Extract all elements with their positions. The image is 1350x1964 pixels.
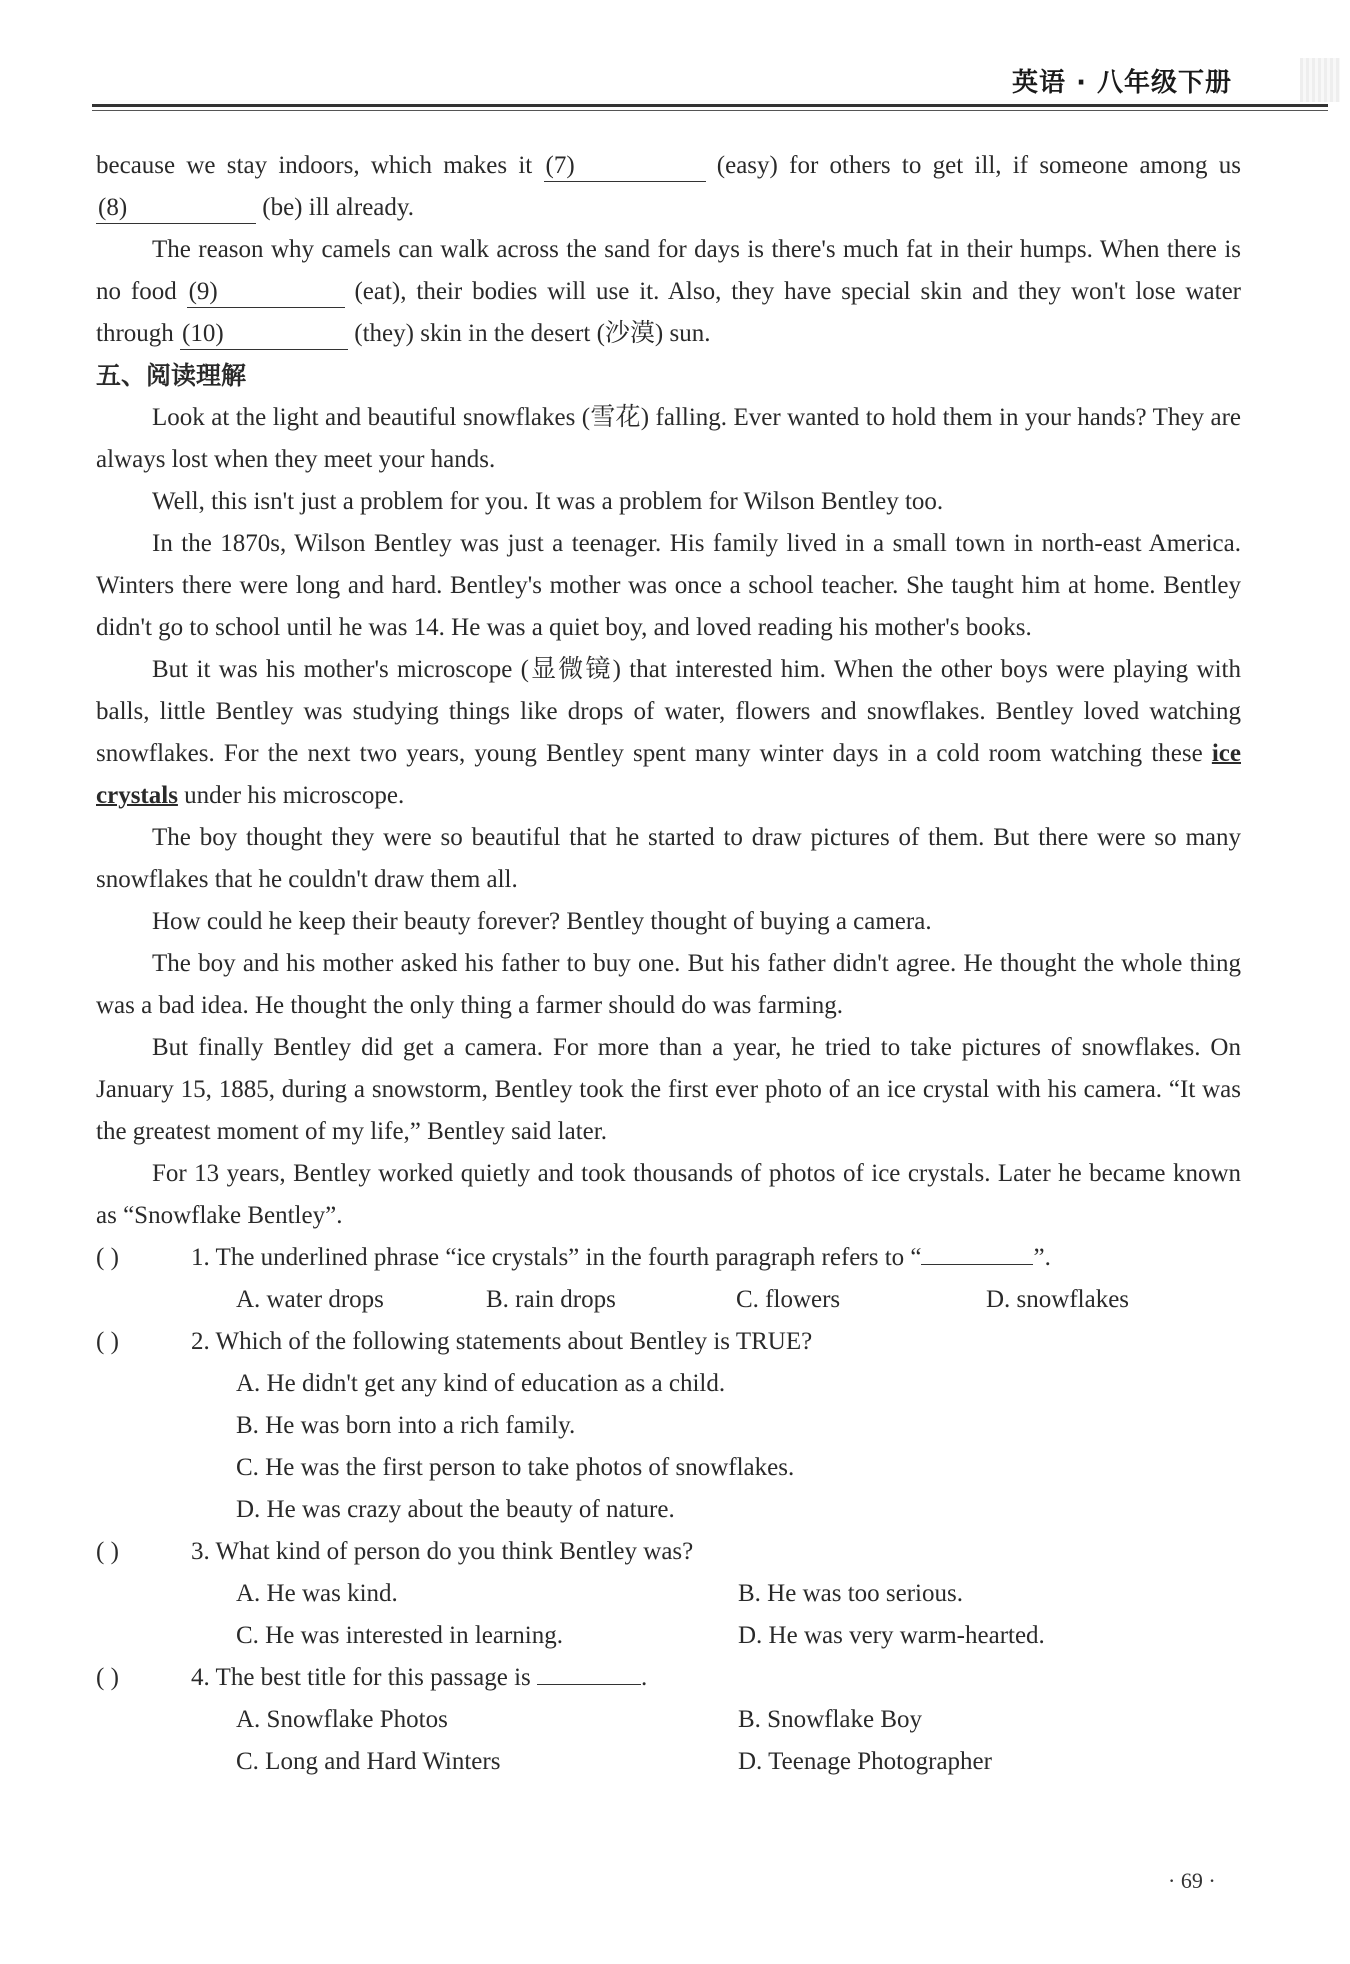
passage-paragraph-1: Look at the light and beautiful snowflakes (雪花) falling. Ever wanted to hold them in your hands? They are always lost when they meet your hands. [96, 404, 1241, 473]
answer-paren[interactable]: ( ) [96, 1244, 119, 1271]
option-a[interactable]: A. He was kind. [236, 1580, 398, 1607]
main-content [96, 145, 1241, 1783]
blank-number: (8) [98, 194, 128, 221]
answer-blank[interactable] [921, 1242, 1033, 1265]
cloze-text: (easy) for others to get ill, if someone among us [705, 152, 1241, 179]
option-b[interactable]: B. He was born into a rich family. [236, 1412, 576, 1439]
blank-number: (10) [182, 320, 224, 347]
passage-text: But it was his mother's microscope (显微镜) that interested him. When the other boys were playing with balls, little Bentley was studying things like drops of water, flowers and snowflakes. Bentley loved watching snowflakes. For the next two years, young Bentley spent many winter days in a cold room watching these [96, 656, 1241, 767]
option-a[interactable]: A. He didn't get any kind of education as a child. [236, 1370, 726, 1397]
cloze-text: (eat), their bodies will use it. Also, they have special skin and they won't lose water through [96, 278, 1241, 347]
question-1-options [96, 1279, 1241, 1321]
passage-paragraph-7: The boy and his mother asked his father to buy one. But his father didn't agree. He thought the whole thing was a bad idea. He thought the only thing a farmer should do was farming. [96, 950, 1241, 1019]
page-number: · 69 · [1168, 1868, 1216, 1893]
header-rule [92, 104, 1328, 107]
passage-paragraph-9: For 13 years, Bentley worked quietly and took thousands of photos of ice crystals. Later he became known as “Snowflake Bentley”. [96, 1160, 1241, 1229]
question-3-options-row-1 [96, 1573, 1241, 1615]
header-title: 英语 · 八年级下册 [1012, 68, 1232, 98]
passage-paragraph-5: The boy thought they were so beautiful that he started to draw pictures of them. But there were so many snowflakes that he couldn't draw them all. [96, 824, 1241, 893]
option-a[interactable]: A. Snowflake Photos [236, 1706, 448, 1733]
question-3 [96, 1531, 1241, 1573]
corner-mark [1300, 58, 1340, 102]
blank-10[interactable] [180, 319, 348, 350]
option-d[interactable]: D. Teenage Photographer [738, 1748, 992, 1775]
question-stem: 3. What kind of person do you think Bentley was? [191, 1538, 694, 1565]
blank-7[interactable] [544, 151, 706, 182]
question-4-options-row-1 [96, 1699, 1241, 1741]
passage-text: under his microscope. [177, 782, 405, 809]
cloze-text: The reason why camels can walk across the sand for days is there's much fat in their humps. When there is no food [96, 236, 1241, 305]
cloze-text: because we stay indoors, which makes it [96, 152, 544, 179]
question-stem: 2. Which of the following statements about Bentley is TRUE? [191, 1328, 813, 1355]
cloze-text: (they) skin in the desert (沙漠) sun. [348, 320, 711, 347]
blank-8[interactable] [96, 193, 256, 224]
answer-paren[interactable]: ( ) [96, 1538, 119, 1565]
option-b[interactable]: B. He was too serious. [738, 1580, 963, 1607]
underlined-phrase: ice crystals [96, 740, 1241, 809]
passage-paragraph-8: But finally Bentley did get a camera. For more than a year, he tried to take pictures of snowflakes. On January 15, 1885, during a snowstorm, Bentley took the first ever photo of an ice crystal with his camera. “It was the greatest moment of my life,” Bentley said later. [96, 1034, 1241, 1145]
option-d[interactable]: D. He was crazy about the beauty of nature. [236, 1496, 675, 1523]
answer-blank[interactable] [537, 1662, 641, 1685]
cloze-paragraph-1 [96, 145, 1241, 229]
option-b[interactable]: B. Snowflake Boy [738, 1706, 923, 1733]
option-c[interactable]: C. He was interested in learning. [236, 1622, 563, 1649]
page-header [0, 58, 1350, 106]
option-c[interactable]: C. flowers [736, 1286, 841, 1313]
question-stem: 1. The underlined phrase “ice crystals” in the fourth paragraph refers to “ [191, 1244, 922, 1271]
option-b[interactable]: B. rain drops [486, 1286, 616, 1313]
option-d[interactable]: D. He was very warm-hearted. [738, 1622, 1045, 1649]
answer-paren[interactable]: ( ) [96, 1664, 119, 1691]
cloze-paragraph-2 [96, 229, 1241, 355]
question-4-options-row-2 [96, 1741, 1241, 1783]
blank-9[interactable] [187, 277, 345, 308]
passage-paragraph-4 [96, 649, 1241, 817]
blank-number: (9) [188, 278, 218, 305]
question-stem-end: ”. [1033, 1244, 1051, 1271]
passage-paragraph-2: Well, this isn't just a problem for you. It was a problem for Wilson Bentley too. [152, 488, 944, 515]
passage-paragraph-3: In the 1870s, Wilson Bentley was just a teenager. His family lived in a small town in north-east America. Winters there were long and hard. Bentley's mother was once a school teacher. She taught him at home. Bentley didn't go to school until he was 14. He was a quiet boy, and loved reading his mother's books. [96, 530, 1241, 641]
answer-paren[interactable]: ( ) [96, 1328, 119, 1355]
passage-paragraph-6: How could he keep their beauty forever? Bentley thought of buying a camera. [152, 908, 932, 935]
question-1 [96, 1237, 1241, 1279]
question-3-options-row-2 [96, 1615, 1241, 1657]
question-stem: 4. The best title for this passage is [191, 1664, 538, 1691]
question-4 [96, 1657, 1241, 1699]
option-c[interactable]: C. Long and Hard Winters [236, 1748, 501, 1775]
section-title: 五、阅读理解 [96, 361, 247, 390]
option-a[interactable]: A. water drops [236, 1286, 384, 1313]
question-2 [96, 1321, 1241, 1363]
header-rule-thin [92, 110, 1328, 111]
option-d[interactable]: D. snowflakes [986, 1286, 1130, 1313]
option-c[interactable]: C. He was the first person to take photos of snowflakes. [236, 1454, 795, 1481]
cloze-text: (be) ill already. [256, 194, 415, 221]
blank-number: (7) [545, 152, 575, 179]
question-stem-end: . [641, 1664, 648, 1691]
